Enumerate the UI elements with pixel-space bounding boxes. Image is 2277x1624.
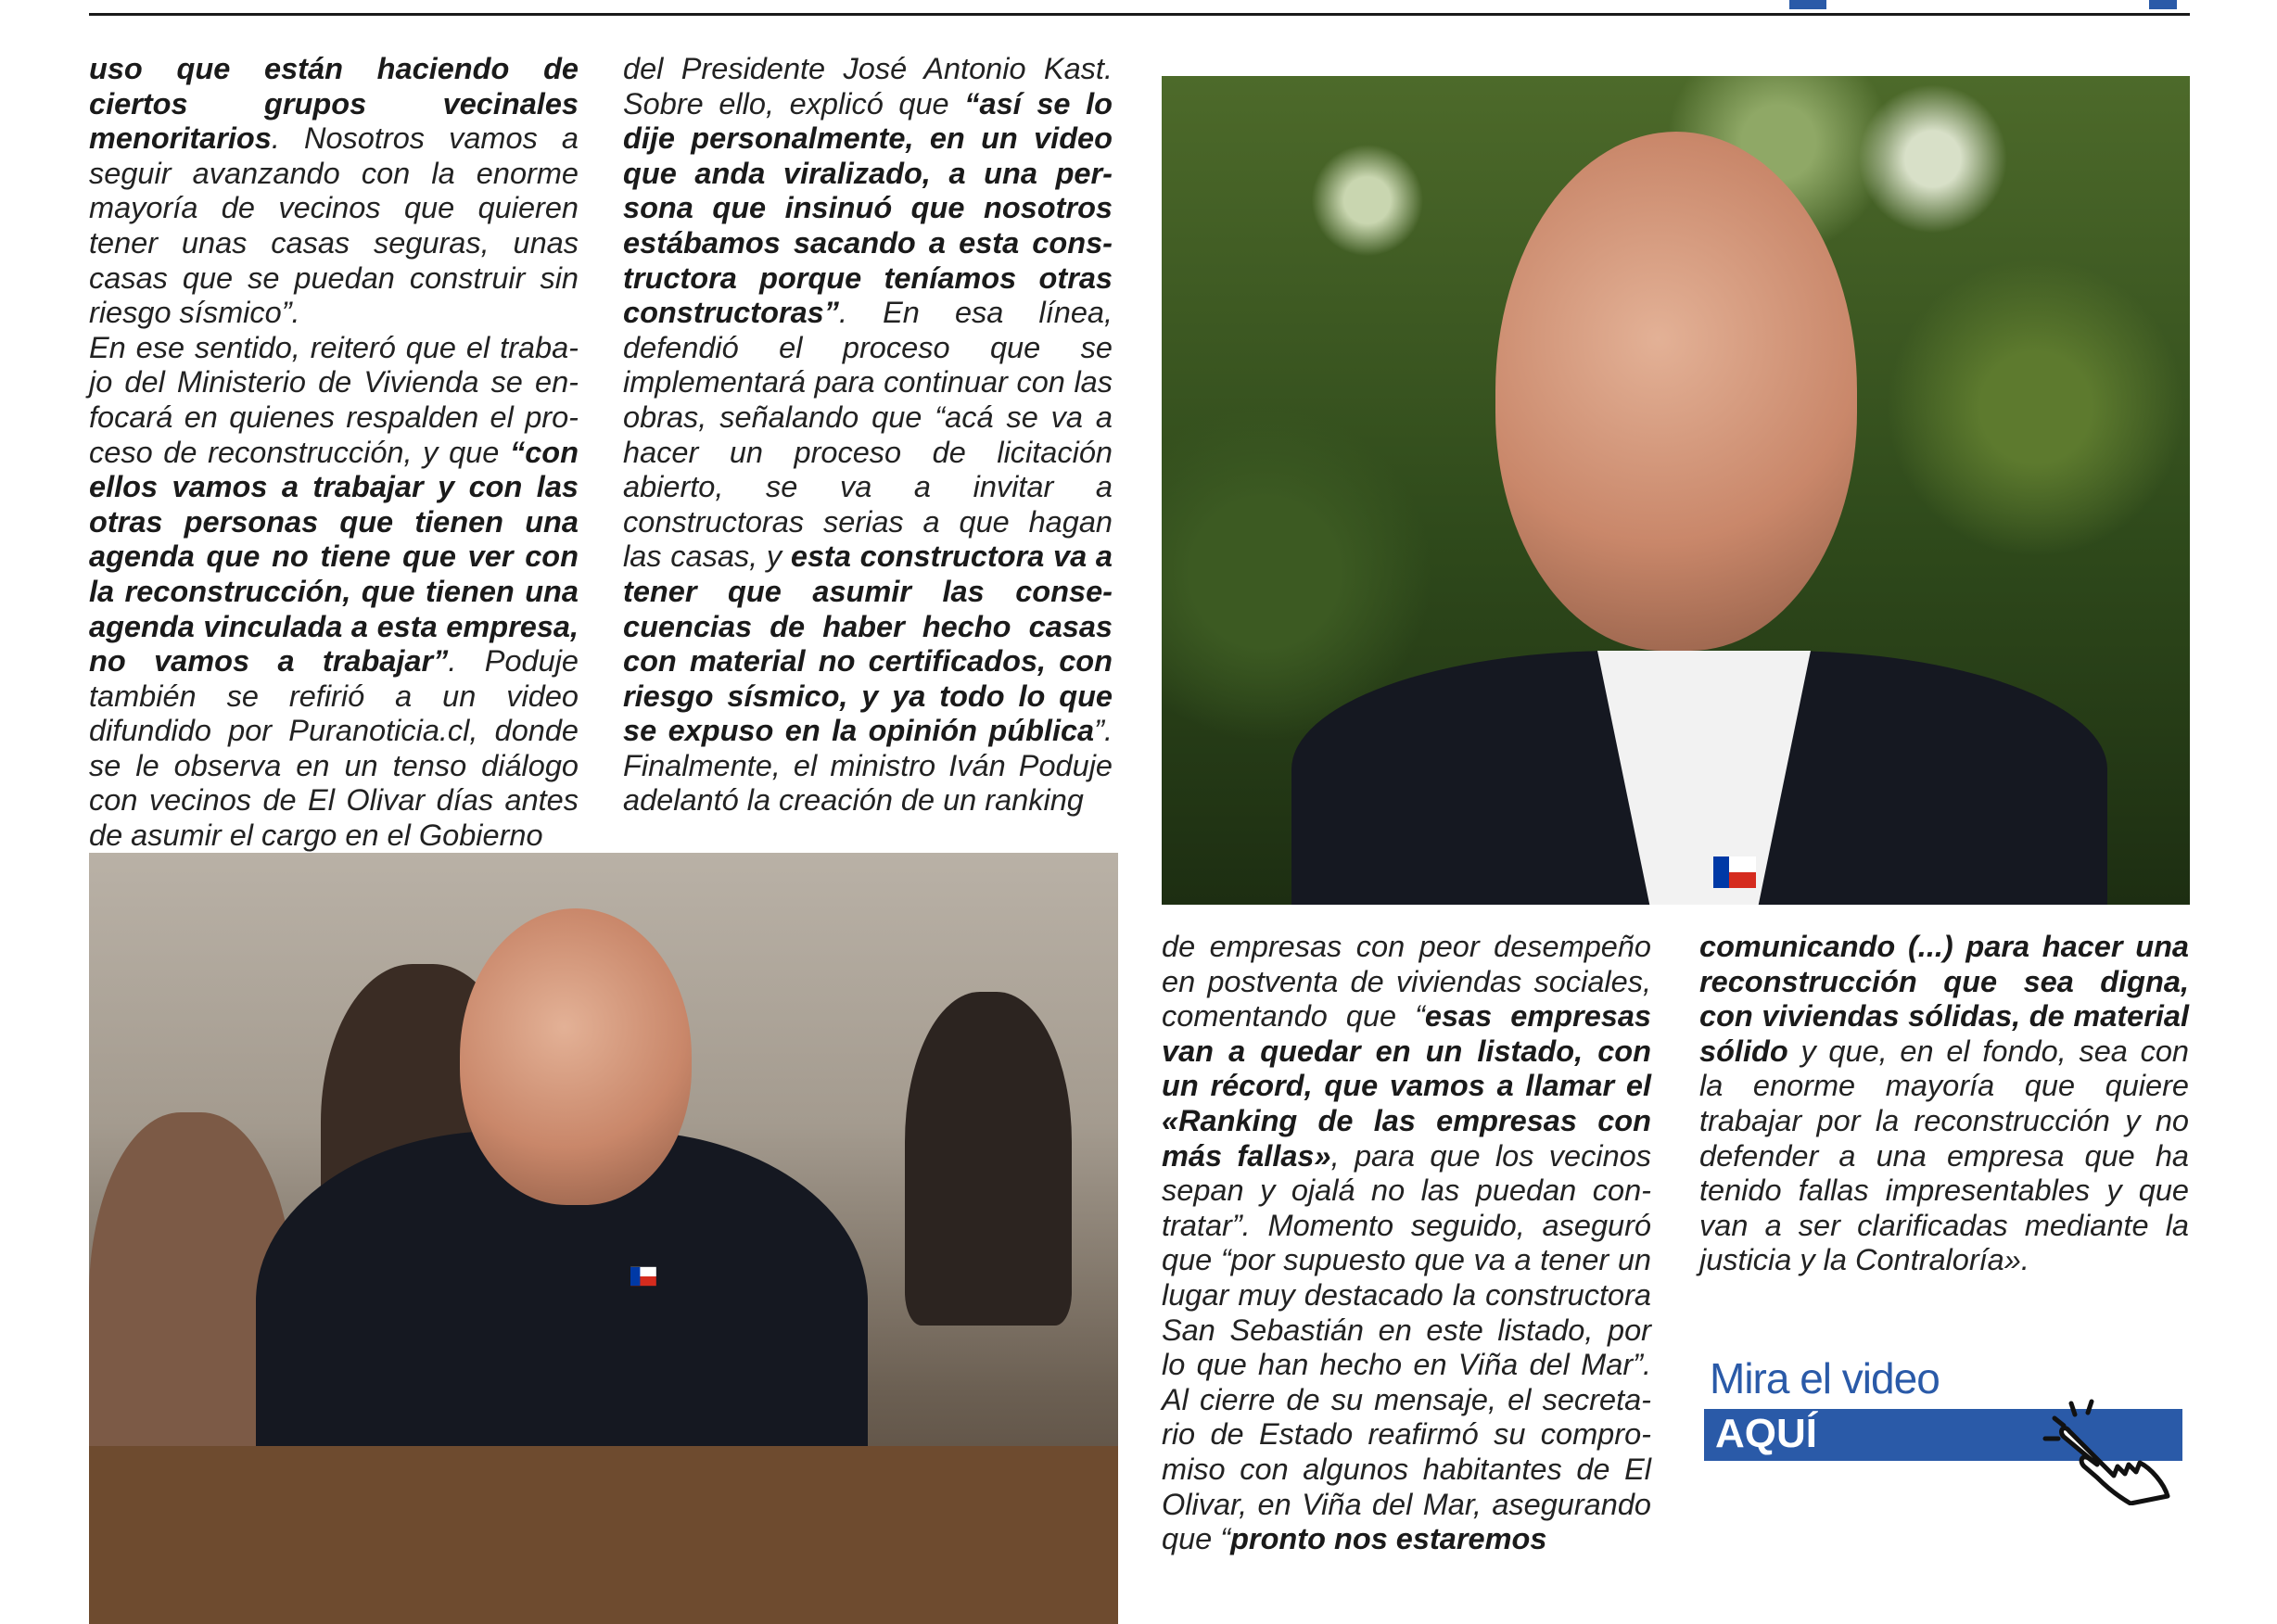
bold-run: uso que están haciendo de ciertos grupos vecinales menoritarios: [89, 52, 579, 156]
article-column-3: [1162, 930, 1651, 1557]
article-column-4: [1699, 930, 2189, 1278]
header-mark: [2149, 0, 2177, 9]
text-run: y que, en el fondo, sea con la enorme mayoría que quiere trabajar por la reconstrucción y no defender a una empresa que ha tenido fallas impresentables y que van a ser clarificadas mediante la justicia y la Contraloría».: [1699, 1034, 2189, 1277]
bold-run: pronto nos estaremos: [1230, 1522, 1547, 1556]
pointing-hand-icon: [2029, 1394, 2186, 1505]
photo-table: [89, 1446, 1118, 1624]
chile-flag-pin-icon: [630, 1267, 656, 1286]
article-column-2: [623, 52, 1113, 818]
video-cta-label: Mira el video: [1710, 1354, 1940, 1402]
video-cta-here: AQUÍ: [1715, 1411, 1817, 1456]
bold-run: esas empresas van a quedar en un listado, con un récord, que vamos a llamar el «Ranking de las empresas con más fallas»: [1162, 999, 1651, 1173]
committee-session-photo: [89, 853, 1118, 1624]
photo-background-person: [905, 992, 1072, 1326]
photo-head: [1495, 132, 1857, 651]
article-column-1: [89, 52, 579, 854]
watch-video-link[interactable]: [1704, 1353, 2186, 1502]
text-run: En ese sentido, reiteró que el trabajo del Ministerio de Vivienda se enfocará en quienes respalden el proceso de reconstrucción, y que: [89, 330, 579, 469]
bold-run: “así se lo dije personalmente, en un video que anda viralizado, a una persona que insinuó que nosotros estábamos sacando a esta constructora porque teníamos otras constructoras”: [623, 86, 1113, 330]
photo-head: [460, 908, 692, 1205]
text-run: . Poduje también se refirió a un video difundido por Puranoticia.cl, donde se le observa en un tenso diálogo con vecinos de El Olivar días antes de asumir el cargo en el Gobierno: [89, 644, 579, 853]
text-run: . En esa línea, defendió el proceso que se implementará para continuar con las obras, señalando que “acá se va a hacer un proceso de licitación abierto, se va a invitar a constructoras serias a que hagan las casas, y: [623, 296, 1113, 574]
bold-run: esta constructora va a tener que asumir las consecuencias de haber hecho casas con material no certificados, con riesgo sísmico, y ya todo lo que se expuso en la opinión pública: [623, 539, 1113, 748]
text-run: del Presidente José Antonio Kast. Sobre ello, explicó que: [623, 52, 1113, 121]
bold-run: comunicando (...) para hacer una reconstrucción que sea digna, con viviendas sólidas, de material sólido: [1699, 930, 2189, 1068]
text-run: . Nosotros vamos a seguir avanzando con la enorme mayoría de vecinos que quieren tener unas casas seguras, unas casas que se puedan construir sin riesgo sísmico”.: [89, 121, 579, 330]
bold-run: “con ellos vamos a trabajar y con las otras personas que tienen una agenda que no tiene que ver con la reconstrucción, que tienen una agenda vinculada a esta empresa, no vamos a trabajar”: [89, 435, 579, 679]
top-rule: [89, 13, 2190, 16]
header-mark: [1789, 0, 1826, 9]
chile-flag-pin-icon: [1713, 856, 1756, 888]
text-run: , para que los vecinos sepan y ojalá no las puedan contratar”. Momento seguido, aseguró que “por supuesto que va a tener un lugar muy destacado la constructora San Sebastián en este listado, por lo que han hecho en Viña del Mar”. Al cierre de su mensaje, el secretario de Estado reafirmó su compromiso con algunos habitantes de El Olivar, en Viña del Mar, asegurando que “: [1162, 1138, 1651, 1556]
minister-portrait-photo: [1162, 76, 2190, 905]
text-run: ”. Finalmente, el ministro Iván Poduje adelantó la creación de un ranking: [623, 714, 1113, 818]
text-run: de empresas con peor desempeño en postventa de viviendas sociales, comentando que “: [1162, 930, 1651, 1034]
